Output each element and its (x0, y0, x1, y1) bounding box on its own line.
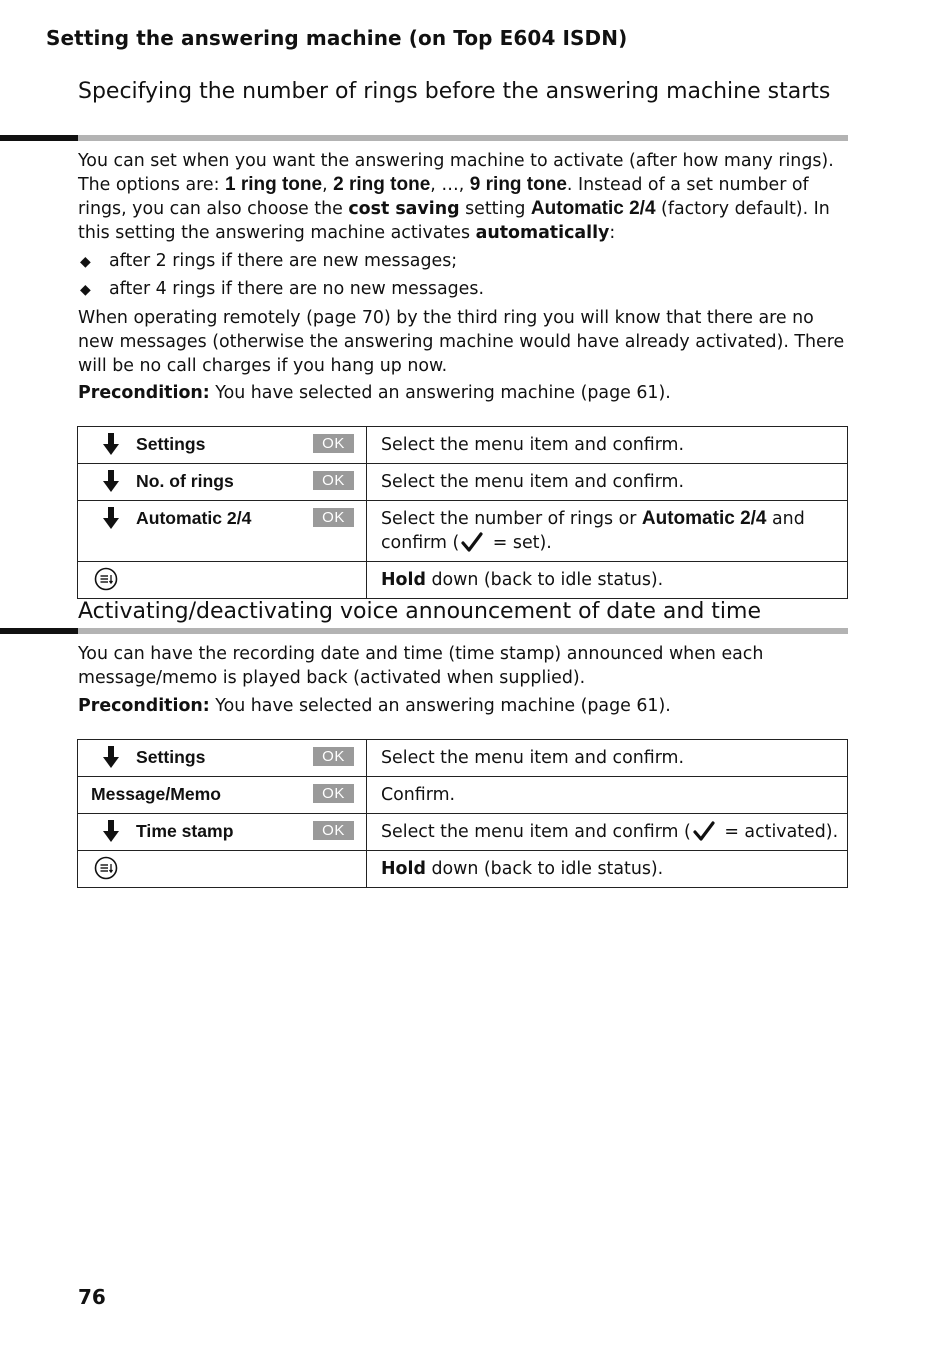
step-description: Select the menu item and confirm ( = activated). (367, 814, 848, 851)
menu-item-label: Settings (136, 747, 206, 767)
precondition: Precondition: You have selected an answering machine (page 61). (78, 383, 671, 403)
step-description: Select the number of rings or Automatic 2/4 and confirm ( = set). (367, 501, 848, 562)
step-description: Select the menu item and confirm. (367, 427, 848, 464)
menu-item-label: Time stamp (136, 821, 234, 841)
ok-key: OK (313, 434, 354, 453)
end-call-menu-icon (94, 856, 118, 880)
remote-operation-paragraph: When operating remotely (page 70) by the third ring you will know that there are no new messages (otherwise the answering machine would have already activated). There will be no call charges if you hang up now. (78, 308, 845, 376)
table-row (78, 740, 848, 777)
down-arrow-icon (102, 432, 120, 456)
down-arrow-icon (102, 819, 120, 843)
down-arrow-icon (102, 506, 120, 530)
section-title-time-stamp: Activating/deactivating voice announcement of date and time (78, 599, 761, 624)
time-stamp-steps-table (77, 739, 848, 888)
running-head: Setting the answering machine (on Top E604 ISDN) (46, 26, 628, 50)
menu-item-label: Settings (136, 434, 206, 454)
menu-item-label: Automatic 2/4 (136, 508, 252, 528)
section-rule (0, 135, 848, 141)
table-row (78, 777, 848, 814)
rings-intro-paragraph: You can set when you want the answering machine to activate (after how many rings). The options are: 1 ring tone, 2 ring tone, …, 9 ring tone. Instead of a set number of rings, you can also choose the cost saving setting Automatic 2/4 (factory default). In this setting the answering machine activates automatically: (78, 151, 834, 243)
step-description: Select the menu item and confirm. (367, 464, 848, 501)
table-row (78, 562, 848, 599)
table-row (78, 427, 848, 464)
time-stamp-intro-paragraph: You can have the recording date and time (time stamp) announced when each message/memo is played back (activated when supplied). (78, 644, 764, 688)
rings-steps-table (77, 426, 848, 599)
ok-key: OK (313, 508, 354, 527)
step-description: Confirm. (367, 777, 848, 814)
ok-key: OK (313, 471, 354, 490)
precondition: Precondition: You have selected an answering machine (page 61). (78, 696, 671, 716)
section-title-rings: Specifying the number of rings before the answering machine starts (78, 79, 831, 104)
diamond-bullet-icon: ◆ (80, 282, 91, 298)
page-number: 76 (78, 1285, 106, 1309)
diamond-bullet-icon: ◆ (80, 254, 91, 270)
table-row (78, 814, 848, 851)
down-arrow-icon (102, 469, 120, 493)
table-row (78, 851, 848, 888)
section-rule (0, 628, 848, 634)
end-call-menu-icon (94, 567, 118, 591)
table-row (78, 464, 848, 501)
menu-item-label: No. of rings (136, 471, 234, 491)
step-description: Select the menu item and confirm. (367, 740, 848, 777)
step-description: Hold down (back to idle status). (367, 851, 848, 888)
checkmark-icon (461, 532, 483, 552)
ok-key: OK (313, 747, 354, 766)
table-row (78, 501, 848, 562)
down-arrow-icon (102, 745, 120, 769)
checkmark-icon (693, 821, 715, 841)
ok-key: OK (313, 784, 354, 803)
step-description: Hold down (back to idle status). (367, 562, 848, 599)
menu-item-label: Message/Memo (91, 784, 222, 804)
ok-key: OK (313, 821, 354, 840)
